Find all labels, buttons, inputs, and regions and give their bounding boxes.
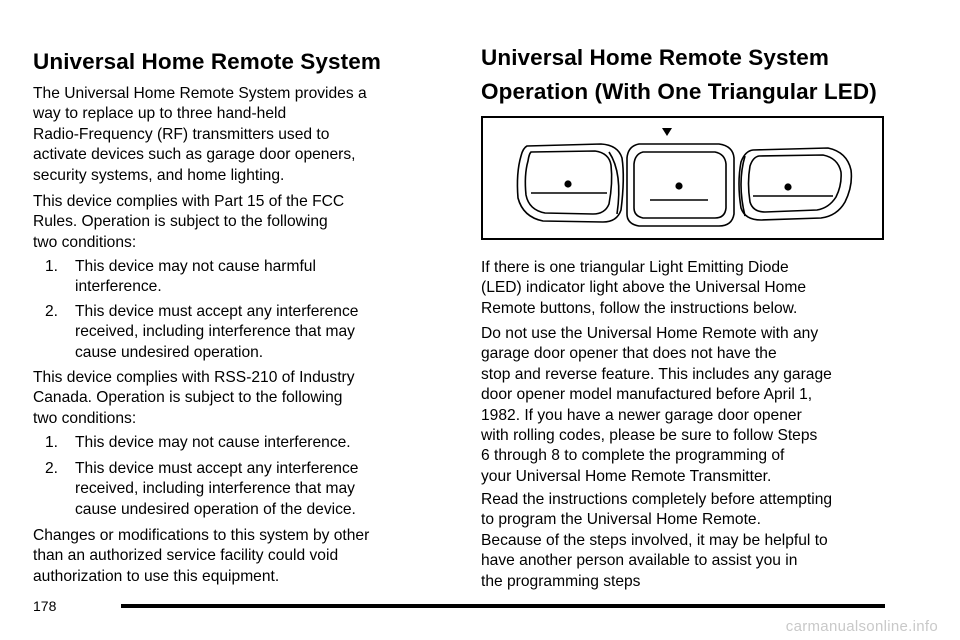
remote-buttons-illustration — [483, 118, 882, 238]
remote-button-middle — [627, 144, 734, 226]
changes-paragraph: Changes or modifications to this system by other than an authorized service facility could void authorization to use this equipment. — [33, 527, 370, 585]
list-number: 2. — [45, 460, 59, 477]
list-number: 1. — [45, 434, 59, 451]
warning-paragraph: Do not use the Universal Home Remote with any garage door opener that does not have the stop and reverse feature. This includes any garage door opener model manufactured before April 1, 1982. If you have a newer garage door opener with rolling codes, please be sure to follow Steps 6 through 8 to complete the programming of your Universal Home Remote Transmitter. — [481, 325, 832, 485]
list-number: 1. — [45, 258, 59, 275]
remote-button-right — [739, 148, 851, 220]
list-text: This device may not cause interference. — [75, 434, 351, 451]
led-paragraph: If there is one triangular Light Emitting Diode (LED) indicator light above the Universal Home Remote buttons, follow the instructions below. — [481, 259, 807, 317]
instructions-paragraph: Read the instructions completely before attempting to program the Universal Home Remote. Because of the steps involved, it may be helpful to have another person available to assist you in the programming steps — [481, 491, 833, 590]
list-text: This device must accept any interference received, including interference that may cause undesired operation of the device. — [75, 460, 359, 518]
section-heading-universal-home-remote: Universal Home Remote System — [33, 49, 381, 74]
remote-buttons-figure — [481, 116, 884, 240]
intro-paragraph: The Universal Home Remote System provides a way to replace up to three hand-held Radio-Frequency (RF) transmitters used to activate devices such as garage door openers, security systems, and home lighting. — [33, 85, 367, 184]
list-number: 2. — [45, 303, 59, 320]
list-text: This device may not cause harmful interference. — [75, 258, 316, 296]
remote-button-left — [517, 144, 623, 222]
watermark: carmanualsonline.info — [785, 618, 938, 635]
rss-paragraph: This device complies with RSS-210 of Industry Canada. Operation is subject to the following two conditions: — [33, 369, 355, 427]
triangular-led-icon — [662, 128, 672, 136]
footer-rule — [121, 604, 885, 608]
fcc-paragraph: This device complies with Part 15 of the FCC Rules. Operation is subject to the following two conditions: — [33, 193, 345, 251]
list-text: This device must accept any interference received, including interference that may cause undesired operation. — [75, 303, 359, 361]
page-number: 178 — [33, 598, 57, 614]
section-heading-operation: Universal Home Remote System Operation (With One Triangular LED) — [481, 45, 877, 104]
